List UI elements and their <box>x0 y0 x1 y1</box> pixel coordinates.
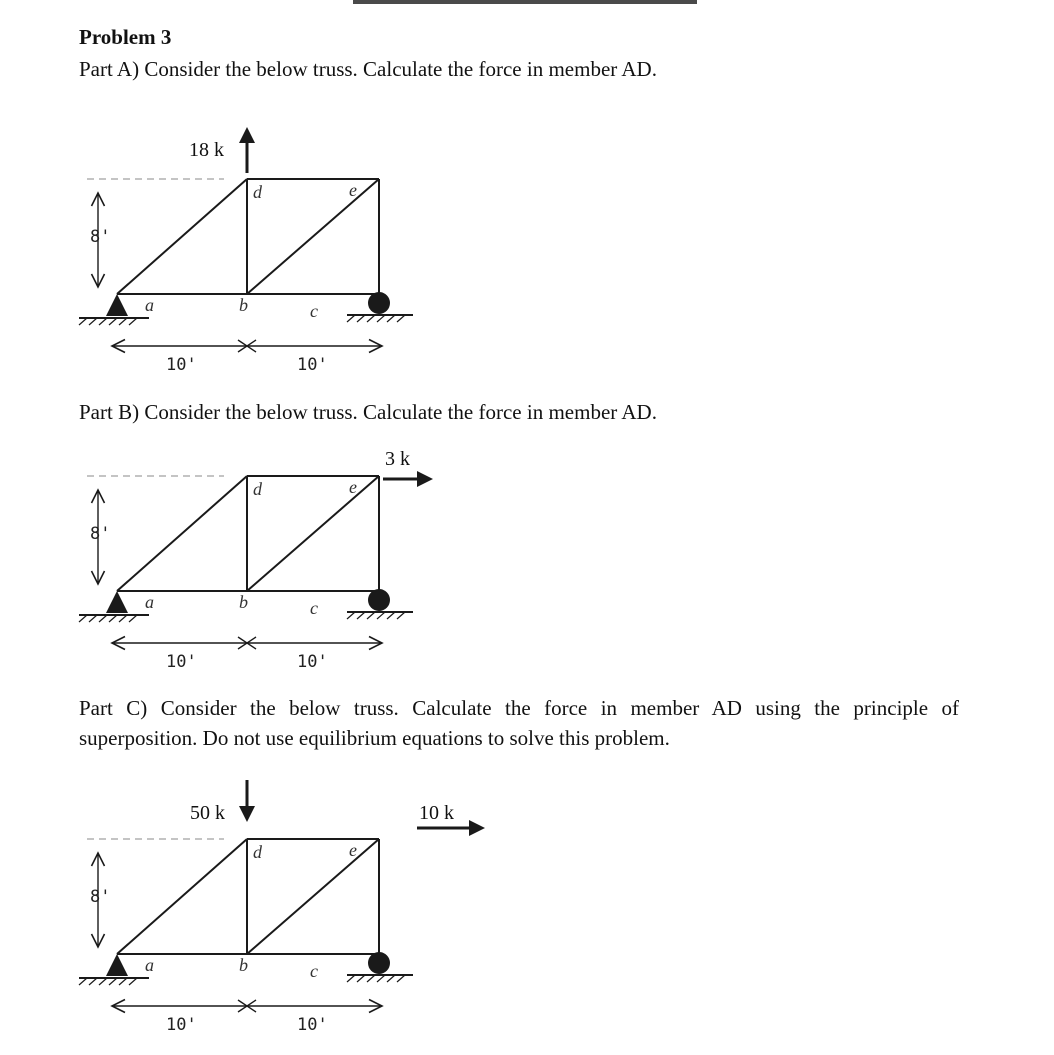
ground-hatch <box>357 612 365 619</box>
ground-hatch <box>377 315 385 322</box>
truss-part-A <box>79 127 413 375</box>
ground-hatch <box>89 615 97 622</box>
ground-hatch <box>387 315 395 322</box>
load-label: 10 k <box>419 802 454 824</box>
ground-hatch <box>367 975 375 982</box>
problem-title: Problem 3 <box>79 25 172 49</box>
span-dimension-label: 10' <box>166 355 197 375</box>
load-label: 3 k <box>385 448 410 470</box>
ground-hatch <box>397 315 405 322</box>
node-label-d: d <box>253 479 262 499</box>
pin-support <box>106 294 128 316</box>
load-arrow-head <box>469 820 485 836</box>
pin-support <box>106 591 128 613</box>
ground-hatch <box>129 615 137 622</box>
load-label: 50 k <box>190 802 225 824</box>
ground-hatch <box>357 315 365 322</box>
ground-hatch <box>129 978 137 985</box>
member-ad <box>117 179 247 294</box>
load-arrow-head <box>417 471 433 487</box>
node-label-b: b <box>239 295 248 315</box>
member-be <box>247 179 379 294</box>
node-label-d: d <box>253 182 262 202</box>
span-dimension-label: 10' <box>166 652 197 672</box>
ground-hatch <box>357 975 365 982</box>
height-dimension-label: 8' <box>90 524 111 544</box>
node-label-b: b <box>239 592 248 612</box>
node-label-c: c <box>310 961 318 981</box>
node-label-a: a <box>145 592 154 612</box>
ground-hatch <box>99 615 107 622</box>
node-label-e: e <box>349 477 357 497</box>
pin-support <box>106 954 128 976</box>
ground-hatch <box>99 318 107 325</box>
height-dimension-label: 8' <box>90 227 111 247</box>
node-label-c: c <box>310 598 318 618</box>
ground-hatch <box>387 975 395 982</box>
ground-hatch <box>397 612 405 619</box>
ground-hatch <box>109 978 117 985</box>
node-label-d: d <box>253 842 262 862</box>
ground-hatch <box>377 975 385 982</box>
node-label-e: e <box>349 180 357 200</box>
truss-part-B <box>79 448 433 672</box>
ground-hatch <box>79 318 87 325</box>
ground-hatch <box>347 975 355 982</box>
node-label-e: e <box>349 840 357 860</box>
ground-hatch <box>119 318 127 325</box>
truss-part-C <box>79 780 485 1035</box>
ground-hatch <box>109 615 117 622</box>
ground-hatch <box>109 318 117 325</box>
load-label: 18 k <box>189 139 224 161</box>
ground-hatch <box>387 612 395 619</box>
ground-hatch <box>347 315 355 322</box>
part-c-prompt: Part C) Consider the below truss. Calculate the force in member AD using the principle of superposition. Do not use equilibrium equations to solve this problem. <box>79 696 959 750</box>
node-label-b: b <box>239 955 248 975</box>
load-arrow-head <box>239 127 255 143</box>
ground-hatch <box>79 978 87 985</box>
ground-hatch <box>397 975 405 982</box>
roller-support <box>368 952 390 974</box>
member-be <box>247 839 379 954</box>
ground-hatch <box>367 315 375 322</box>
ground-hatch <box>89 978 97 985</box>
ground-hatch <box>377 612 385 619</box>
ground-hatch <box>89 318 97 325</box>
node-label-c: c <box>310 301 318 321</box>
member-ad <box>117 839 247 954</box>
node-label-a: a <box>145 955 154 975</box>
part-b-prompt: Part B) Consider the below truss. Calculate the force in member AD. <box>79 400 657 424</box>
ground-hatch <box>367 612 375 619</box>
roller-support <box>368 589 390 611</box>
span-dimension-label: 10' <box>166 1015 197 1035</box>
member-ad <box>117 476 247 591</box>
span-dimension-label: 10' <box>297 1015 328 1035</box>
span-dimension-label: 10' <box>297 652 328 672</box>
load-arrow-head <box>239 806 255 822</box>
ground-hatch <box>99 978 107 985</box>
ground-hatch <box>79 615 87 622</box>
ground-hatch <box>119 978 127 985</box>
ground-hatch <box>129 318 137 325</box>
ground-hatch <box>347 612 355 619</box>
ground-hatch <box>119 615 127 622</box>
roller-support <box>368 292 390 314</box>
member-be <box>247 476 379 591</box>
part-a-prompt: Part A) Consider the below truss. Calculate the force in member AD. <box>79 57 657 81</box>
span-dimension-label: 10' <box>297 355 328 375</box>
node-label-a: a <box>145 295 154 315</box>
height-dimension-label: 8' <box>90 887 111 907</box>
